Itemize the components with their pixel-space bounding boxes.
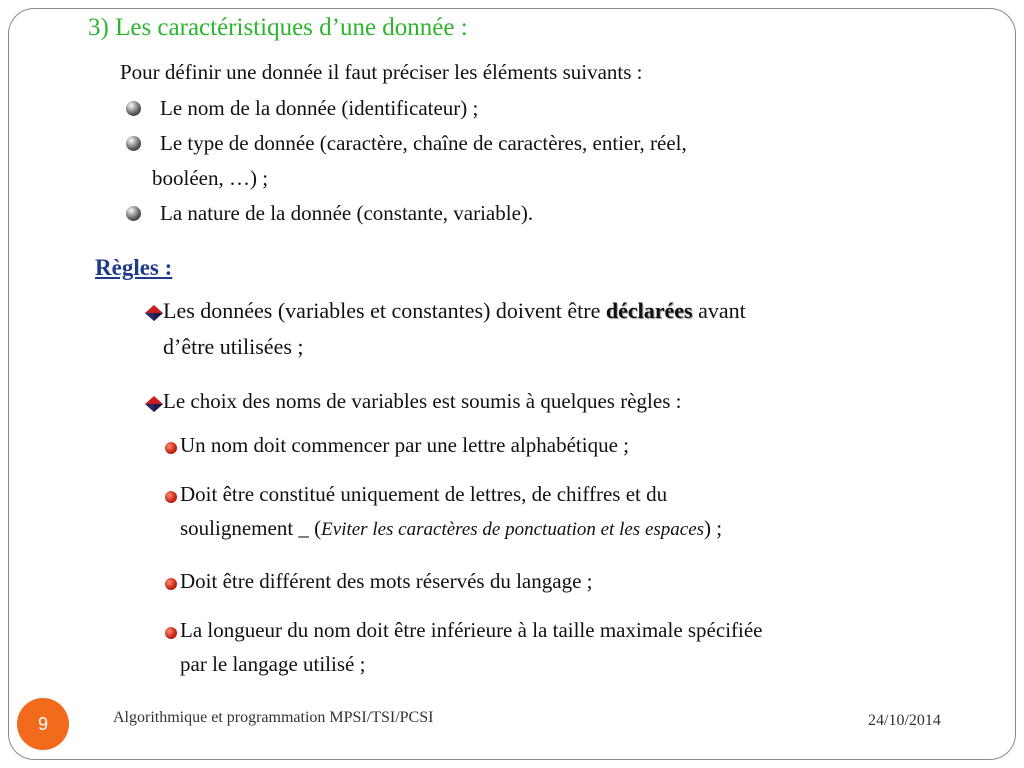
subrule-item-line: La longueur du nom doit être inférieure à la taille maximale spécifiée bbox=[180, 618, 763, 642]
rule-item-continuation: d’être utilisées ; bbox=[163, 334, 304, 359]
subrule-item: Doit être différent des mots réservés du langage ; bbox=[180, 569, 593, 593]
bullet-item bbox=[160, 131, 992, 156]
bullet-item-line: Le type de donnée (caractère, chaîne de caractères, entier, réel, bbox=[160, 131, 687, 155]
slide-title: 3) Les caractéristiques d’une donnée : bbox=[88, 14, 468, 41]
footer-date: 24/10/2014 bbox=[868, 712, 941, 729]
subrule-item bbox=[180, 482, 990, 507]
red-dot-icon bbox=[165, 490, 177, 508]
page-number-badge: 9 bbox=[17, 698, 69, 750]
bullet-ball-icon bbox=[126, 206, 141, 226]
bullet-item-continuation: booléen, …) ; bbox=[152, 166, 269, 190]
rule-text-after: avant bbox=[692, 298, 746, 323]
diamond-arrow-icon bbox=[145, 305, 163, 326]
subrule-item-line: Doit être constitué uniquement de lettres, de chiffres et du bbox=[180, 482, 668, 506]
subrule-italic-note: Eviter les caractères de ponctuation et les espaces bbox=[321, 519, 705, 540]
bullet-item: Le nom de la donnée (identificateur) ; bbox=[160, 96, 479, 120]
red-dot-icon bbox=[165, 577, 177, 595]
subrule-text-suffix: ) ; bbox=[704, 516, 723, 540]
bullet-item: La nature de la donnée (constante, variable). bbox=[160, 201, 534, 225]
rule-item bbox=[163, 298, 975, 324]
rules-heading: Règles : bbox=[95, 255, 173, 280]
subrule-item-continuation bbox=[180, 516, 722, 541]
subrule-item: Un nom doit commencer par une lettre alphabétique ; bbox=[180, 433, 630, 457]
subrule-item bbox=[180, 618, 990, 643]
diamond-arrow-icon bbox=[145, 396, 163, 417]
subrule-item-continuation: par le langage utilisé ; bbox=[180, 652, 366, 676]
footer-course: Algorithmique et programmation MPSI/TSI/PCSI bbox=[113, 709, 434, 726]
subrule-text: soulignement _ ( bbox=[180, 516, 322, 540]
bullet-ball-icon bbox=[126, 101, 141, 121]
bullet-ball-icon bbox=[126, 136, 141, 156]
intro-text: Pour définir une donnée il faut préciser les éléments suivants : bbox=[120, 60, 643, 84]
red-dot-icon bbox=[165, 441, 177, 459]
rule-text: Les données (variables et constantes) doivent être bbox=[163, 298, 606, 323]
rule-emphasis: déclarées bbox=[605, 298, 693, 323]
rule-item: Le choix des noms de variables est soumis à quelques règles : bbox=[163, 389, 682, 413]
red-dot-icon bbox=[165, 626, 177, 644]
